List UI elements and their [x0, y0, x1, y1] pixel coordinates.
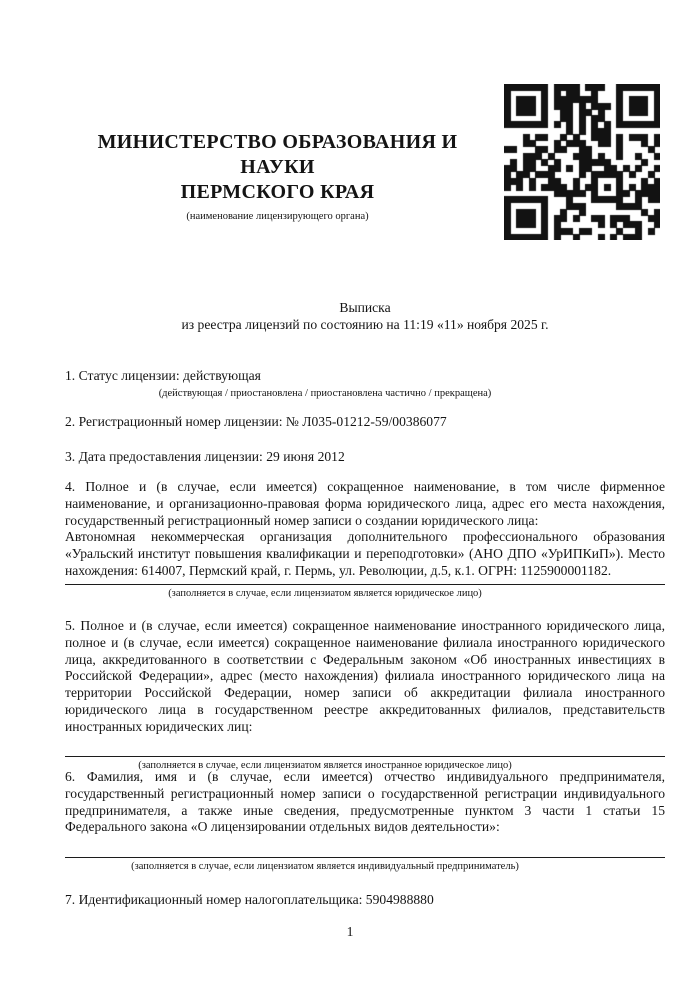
ministry-name-line2: ПЕРМСКОГО КРАЯ [180, 181, 375, 203]
fill-in-line [65, 857, 665, 858]
field-registration-number [65, 414, 665, 431]
foreign-entity-caption: (заполняется в случае, если лицензиатом является иностранное юридическое лицо) [138, 759, 512, 771]
legal-entity-text: 4. Полное и (в случае, если имеется) сокращенное наименование, в том числе фирменное наименование, и организационно-правовая форма юридического лица, адрес его места нахождения, государственный регистрационный номер записи о создании юридического лица: [65, 479, 665, 528]
license-status-caption: (действующая / приостановлена / приостановлена частично / прекращена) [158, 387, 492, 399]
ministry-name [65, 130, 490, 205]
ministry-name-line1: МИНИСТЕРСТВО ОБРАЗОВАНИЯ И НАУКИ [97, 131, 458, 178]
grant-date-text: 3. Дата предоставления лицензии: 29 июня 2012 [65, 449, 345, 464]
legal-entity-value: Автономная некоммерческая организация дополнительного профессионального образования «Уральский институт повышения квалификации и переподготовки» (АНО ДПО «УрИПКиП»). Место нахождения: 614007, Пермский край, г. Пермь, ул. Революции, д.5, к.1. ОГРН: 1125900001182. [65, 529, 665, 578]
individual-entrepreneur-text: 6. Фамилия, имя и (в случае, если имеется) отчество индивидуального предпринимателя, государственный регистрационный номер записи о государственной регистрации индивидуального предпринимателя, а также иные сведения, предусмотренные пунктом 3 части 1 статьи 15 Федерального закона «О лицензировании отдельных видов деятельности»: [65, 769, 665, 835]
individual-entrepreneur-caption: (заполняется в случае, если лицензиатом является индивидуальный предприниматель) [131, 861, 519, 873]
fill-in-line [65, 584, 665, 585]
foreign-entity-text: 5. Полное и (в случае, если имеется) сокращенное наименование иностранного юридического лица, полное и (в случае, если имеется) сокращенное наименование филиала иностранного юридического лица, аккредитованного в соответствии с Федеральным законом «Об иностранных инвестициях в Российской Федерации», адрес (место нахождения) филиала иностранного юридического лица на территории Российской Федерации, номер записи об аккредитации филиала иностранного юридического лица в государственном реестре аккредитованных филиалов, представительств иностранных юридических лиц: [65, 618, 665, 734]
document-title: Выписка [339, 300, 391, 315]
registration-number-text: 2. Регистрационный номер лицензии: № Л035-01212-59/00386077 [65, 414, 447, 429]
legal-entity-caption: (заполняется в случае, если лицензиатом является юридическое лицо) [168, 587, 482, 599]
field-grant-date [65, 449, 665, 466]
license-status-text: 1. Статус лицензии: действующая [65, 368, 261, 383]
fill-in-line [65, 756, 665, 757]
qr-code-icon [504, 84, 660, 240]
ministry-caption: (наименование лицензирующего органа) [186, 211, 369, 222]
field-inn [65, 892, 665, 909]
document-subtitle: из реестра лицензий по состоянию на 11:19 «11» ноября 2025 г. [181, 316, 549, 332]
page-number: 1 [346, 924, 354, 939]
document-title-block [65, 300, 665, 334]
document-header [65, 130, 490, 223]
inn-text: 7. Идентификационный номер налогоплательщика: 5904988880 [65, 892, 434, 907]
field-individual-entrepreneur [65, 769, 665, 873]
field-legal-entity [65, 479, 665, 600]
field-foreign-entity [65, 618, 665, 772]
field-license-status [65, 368, 665, 400]
